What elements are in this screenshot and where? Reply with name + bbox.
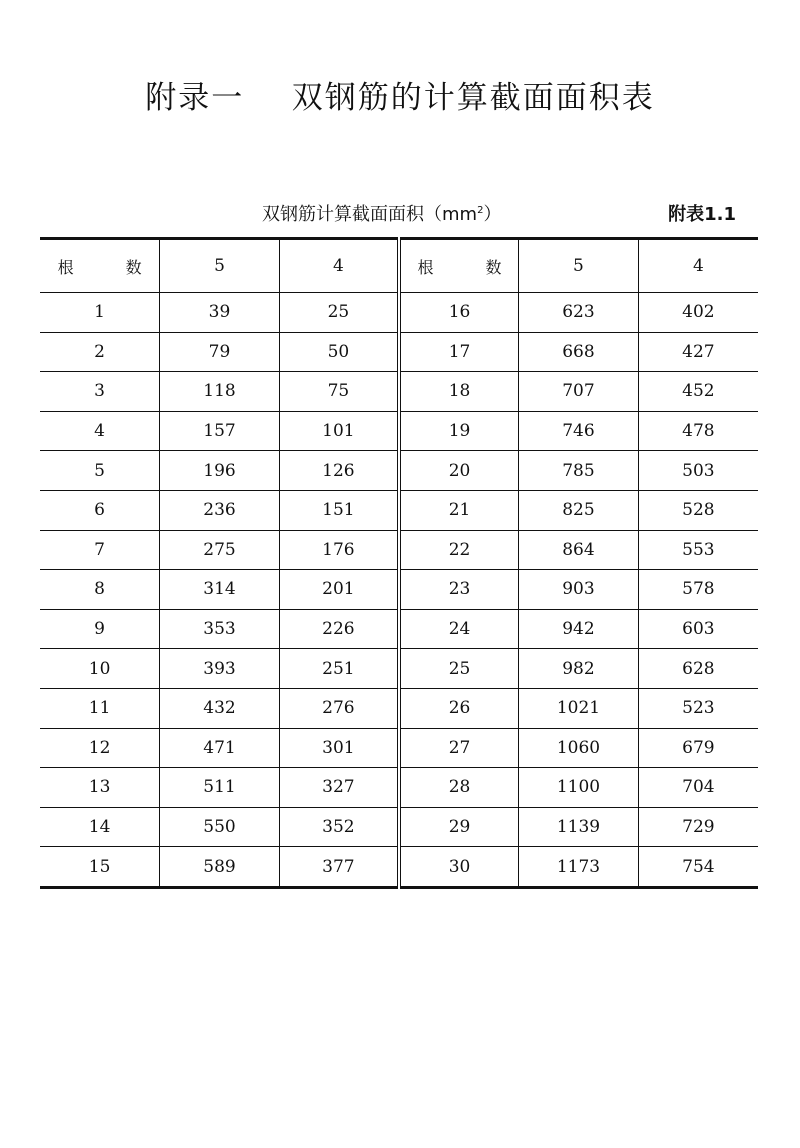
cell-area-5-right: 1021 xyxy=(519,688,639,728)
rebar-area-table xyxy=(40,237,758,889)
cell-count-right: 18 xyxy=(399,372,519,412)
cell-area-4-right: 523 xyxy=(638,688,758,728)
cell-area-5-left: 589 xyxy=(160,847,280,888)
cell-area-5-left: 471 xyxy=(160,728,280,768)
header-dia-5-right: 5 xyxy=(519,239,639,293)
cell-area-5-left: 118 xyxy=(160,372,280,412)
cell-count-right: 22 xyxy=(399,530,519,570)
table-row xyxy=(40,411,758,451)
cell-area-5-right: 1100 xyxy=(519,768,639,808)
cell-count-left: 6 xyxy=(40,490,160,530)
cell-count-right: 24 xyxy=(399,609,519,649)
cell-area-4-left: 327 xyxy=(279,768,399,808)
table-row xyxy=(40,570,758,610)
header-count-right: 根 数 xyxy=(399,239,519,293)
cell-area-5-right: 707 xyxy=(519,372,639,412)
cell-count-left: 15 xyxy=(40,847,160,888)
table-caption-close: ） xyxy=(483,204,502,225)
cell-area-4-left: 276 xyxy=(279,688,399,728)
table-row xyxy=(40,609,758,649)
header-dia-5-left: 5 xyxy=(160,239,280,293)
cell-count-left: 13 xyxy=(40,768,160,808)
cell-area-4-right: 679 xyxy=(638,728,758,768)
cell-count-left: 7 xyxy=(40,530,160,570)
cell-area-4-right: 503 xyxy=(638,451,758,491)
cell-count-right: 26 xyxy=(399,688,519,728)
page-title: 附录一 双钢筋的计算截面面积表 xyxy=(145,80,655,116)
cell-area-4-right: 528 xyxy=(638,490,758,530)
cell-area-4-right: 578 xyxy=(638,570,758,610)
cell-count-right: 25 xyxy=(399,649,519,689)
cell-area-4-right: 704 xyxy=(638,768,758,808)
cell-area-5-right: 1060 xyxy=(519,728,639,768)
cell-area-4-left: 201 xyxy=(279,570,399,610)
table-row xyxy=(40,293,758,333)
cell-count-right: 16 xyxy=(399,293,519,333)
cell-count-right: 20 xyxy=(399,451,519,491)
cell-area-5-left: 432 xyxy=(160,688,280,728)
table-row xyxy=(40,332,758,372)
cell-area-4-right: 603 xyxy=(638,609,758,649)
cell-count-left: 12 xyxy=(40,728,160,768)
cell-area-4-left: 50 xyxy=(279,332,399,372)
cell-count-right: 28 xyxy=(399,768,519,808)
table-row xyxy=(40,807,758,847)
cell-area-5-left: 236 xyxy=(160,490,280,530)
cell-count-left: 5 xyxy=(40,451,160,491)
cell-area-5-left: 314 xyxy=(160,570,280,610)
cell-area-5-right: 825 xyxy=(519,490,639,530)
cell-count-left: 1 xyxy=(40,293,160,333)
cell-area-5-left: 511 xyxy=(160,768,280,808)
cell-count-right: 29 xyxy=(399,807,519,847)
table-row xyxy=(40,688,758,728)
cell-area-4-left: 226 xyxy=(279,609,399,649)
cell-area-5-right: 903 xyxy=(519,570,639,610)
cell-area-5-left: 157 xyxy=(160,411,280,451)
table-row xyxy=(40,490,758,530)
cell-area-4-left: 352 xyxy=(279,807,399,847)
cell-area-4-left: 151 xyxy=(279,490,399,530)
cell-area-5-right: 746 xyxy=(519,411,639,451)
cell-area-4-left: 377 xyxy=(279,847,399,888)
cell-count-right: 19 xyxy=(399,411,519,451)
cell-count-right: 23 xyxy=(399,570,519,610)
cell-area-5-left: 393 xyxy=(160,649,280,689)
cell-area-4-left: 251 xyxy=(279,649,399,689)
cell-area-4-left: 75 xyxy=(279,372,399,412)
cell-area-5-right: 942 xyxy=(519,609,639,649)
table-row xyxy=(40,372,758,412)
cell-area-5-right: 1173 xyxy=(519,847,639,888)
cell-count-left: 4 xyxy=(40,411,160,451)
cell-area-5-left: 353 xyxy=(160,609,280,649)
header-dia-4-left: 4 xyxy=(279,239,399,293)
cell-count-left: 10 xyxy=(40,649,160,689)
cell-count-left: 2 xyxy=(40,332,160,372)
table-row xyxy=(40,728,758,768)
cell-count-right: 21 xyxy=(399,490,519,530)
cell-area-4-right: 729 xyxy=(638,807,758,847)
cell-area-5-left: 275 xyxy=(160,530,280,570)
cell-count-right: 27 xyxy=(399,728,519,768)
cell-area-4-right: 427 xyxy=(638,332,758,372)
cell-count-left: 11 xyxy=(40,688,160,728)
cell-area-5-right: 864 xyxy=(519,530,639,570)
table-row xyxy=(40,451,758,491)
cell-count-right: 17 xyxy=(399,332,519,372)
cell-area-4-left: 25 xyxy=(279,293,399,333)
cell-area-5-right: 785 xyxy=(519,451,639,491)
cell-area-5-right: 668 xyxy=(519,332,639,372)
cell-area-4-left: 301 xyxy=(279,728,399,768)
cell-area-5-left: 79 xyxy=(160,332,280,372)
cell-count-right: 30 xyxy=(399,847,519,888)
cell-area-4-left: 101 xyxy=(279,411,399,451)
cell-area-5-right: 1139 xyxy=(519,807,639,847)
cell-count-left: 9 xyxy=(40,609,160,649)
cell-area-5-left: 196 xyxy=(160,451,280,491)
cell-area-4-right: 754 xyxy=(638,847,758,888)
cell-count-left: 3 xyxy=(40,372,160,412)
cell-area-4-right: 553 xyxy=(638,530,758,570)
table-number: 附表1.1 xyxy=(668,204,736,225)
table-header-row xyxy=(40,239,758,293)
table-caption-row xyxy=(40,200,758,230)
cell-area-5-left: 39 xyxy=(160,293,280,333)
cell-area-5-right: 982 xyxy=(519,649,639,689)
cell-area-4-left: 176 xyxy=(279,530,399,570)
table-row xyxy=(40,847,758,888)
cell-area-5-right: 623 xyxy=(519,293,639,333)
cell-count-left: 14 xyxy=(40,807,160,847)
cell-count-left: 8 xyxy=(40,570,160,610)
cell-area-4-right: 478 xyxy=(638,411,758,451)
table-row xyxy=(40,649,758,689)
table-row xyxy=(40,530,758,570)
header-dia-4-right: 4 xyxy=(638,239,758,293)
table-row xyxy=(40,768,758,808)
cell-area-4-right: 628 xyxy=(638,649,758,689)
table-caption xyxy=(262,200,501,230)
table-caption-superscript: 2 xyxy=(477,205,484,216)
cell-area-4-right: 452 xyxy=(638,372,758,412)
cell-area-4-right: 402 xyxy=(638,293,758,333)
cell-area-5-left: 550 xyxy=(160,807,280,847)
cell-area-4-left: 126 xyxy=(279,451,399,491)
header-count-left: 根 数 xyxy=(40,239,160,293)
table-caption-text: 双钢筋计算截面面积（mm xyxy=(262,204,478,225)
